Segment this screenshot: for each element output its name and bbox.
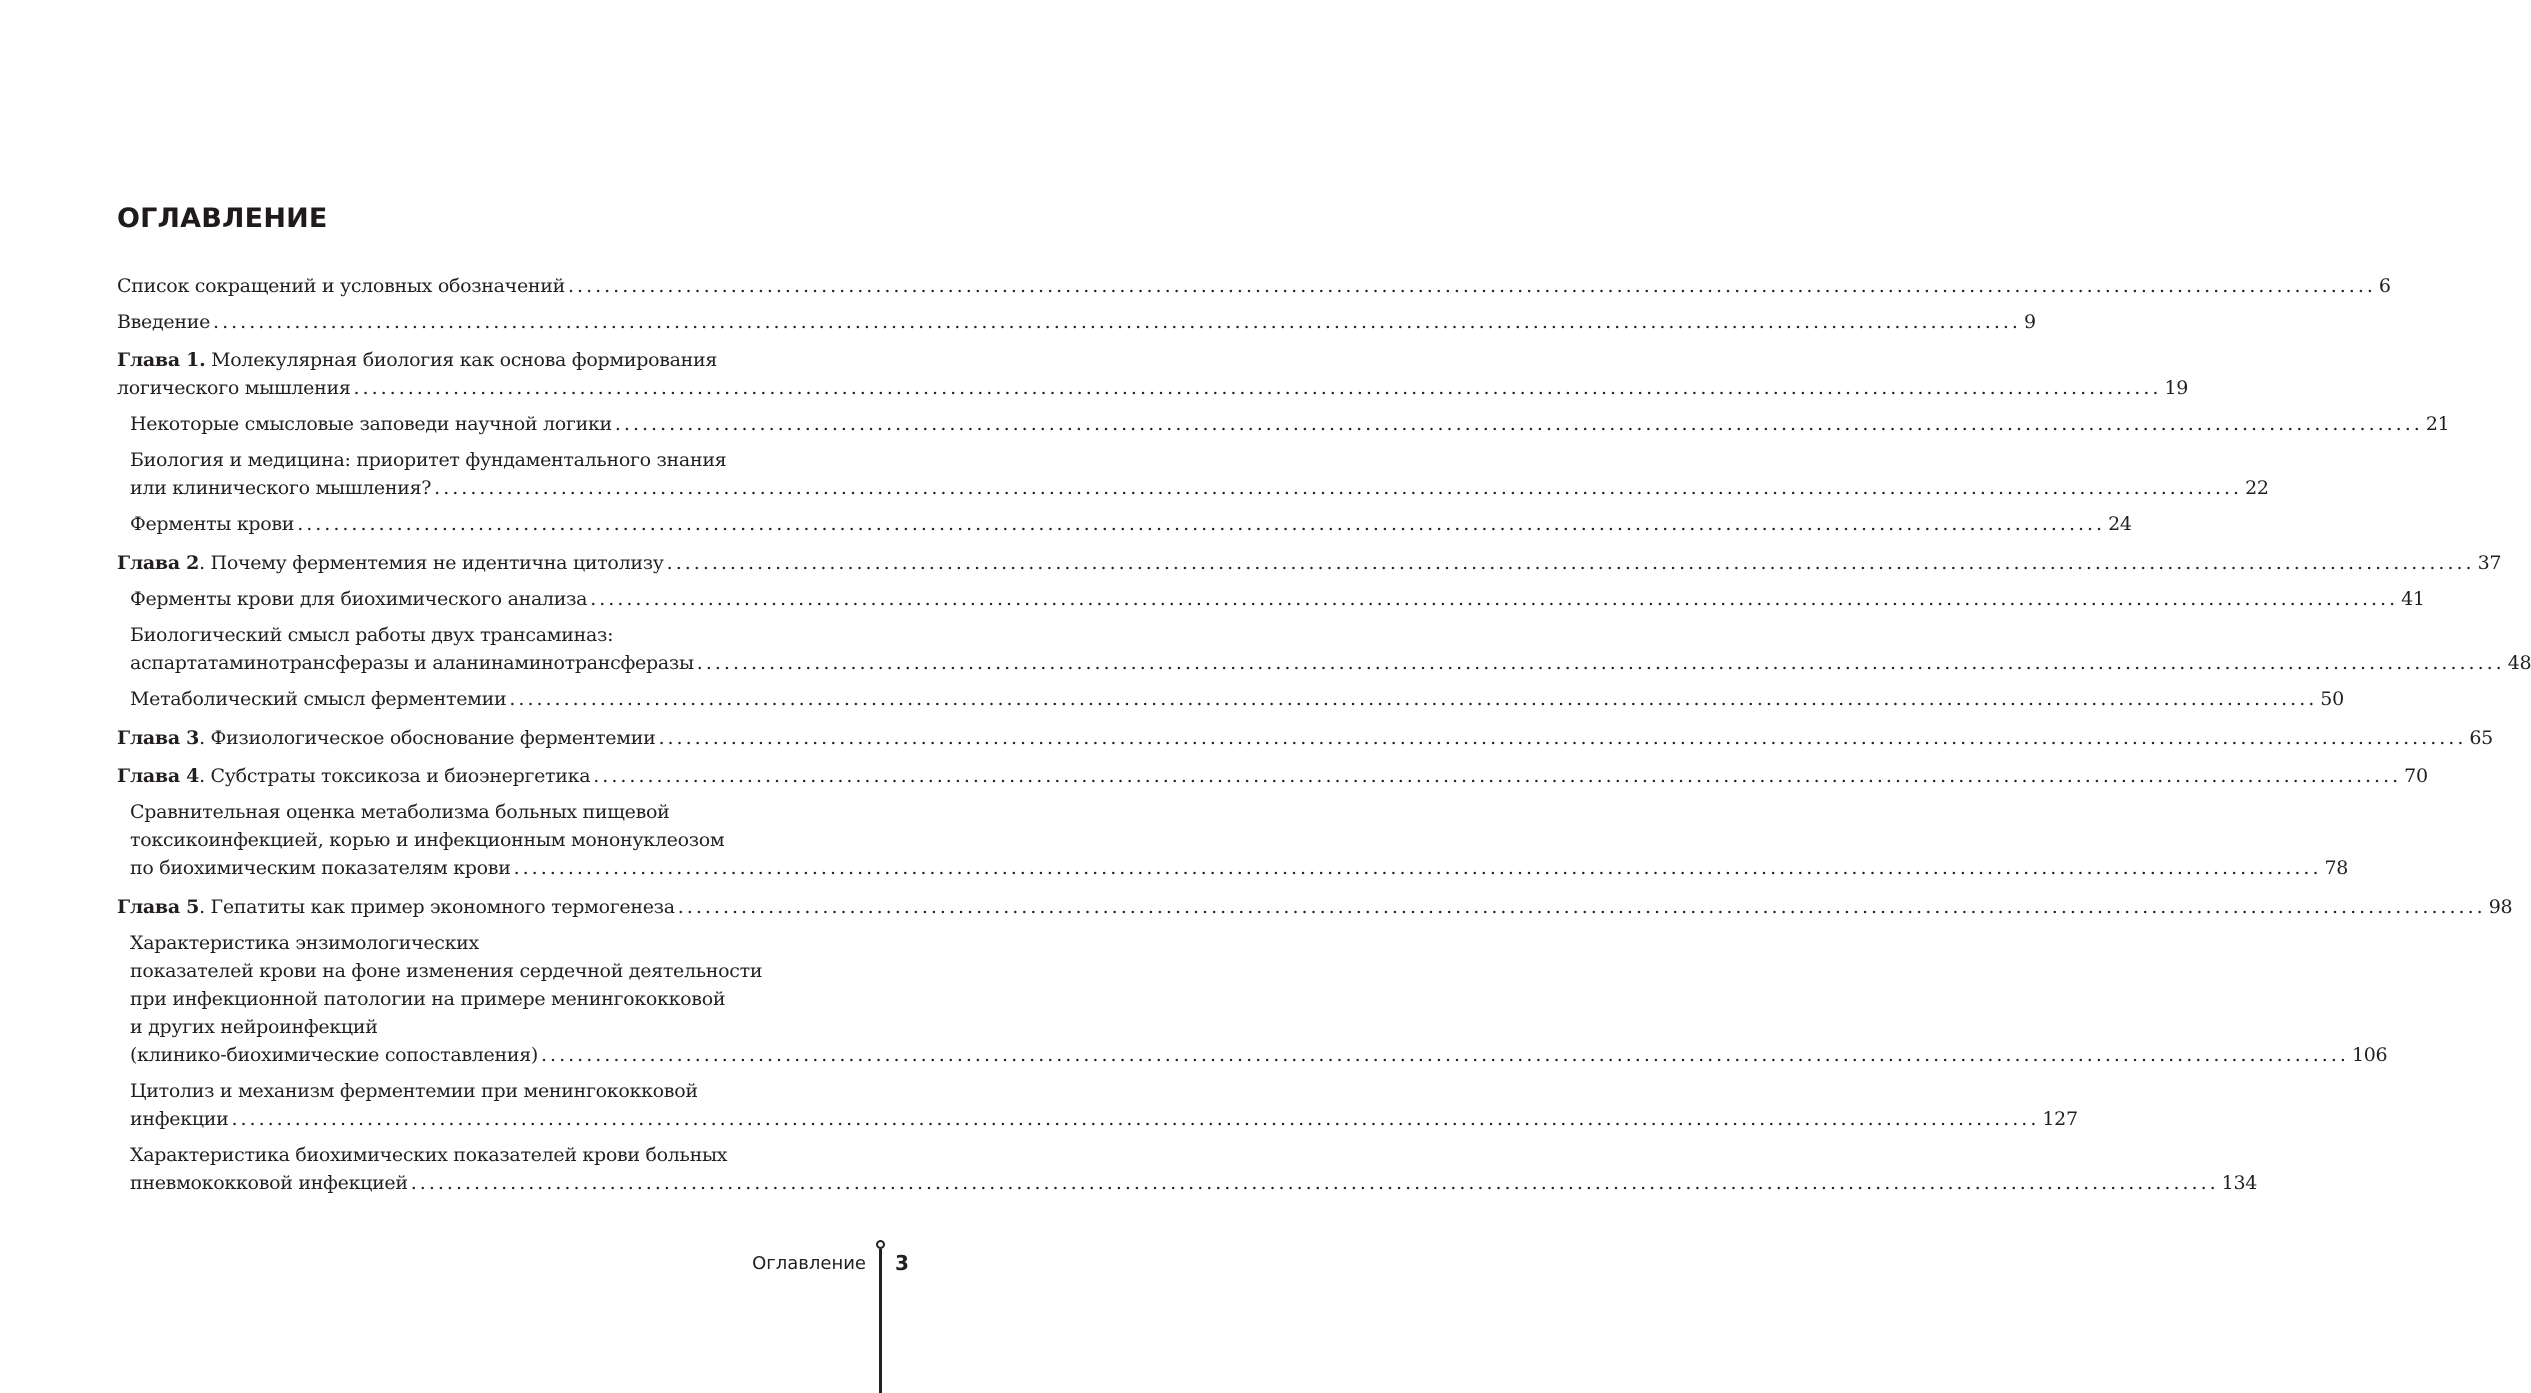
running-footer-label: Оглавление: [752, 1253, 866, 1274]
toc-entry-title: и других нейроинфекций: [130, 1016, 378, 1038]
dot-leader: ........................................................................................................................................................................................................: [410, 1172, 2219, 1194]
toc-page-number: 127: [2042, 1108, 2078, 1130]
dot-leader: ........................................................................................................................................................................................................: [213, 311, 2021, 333]
toc-entry-title: Характеристика биохимических показателей крови больных: [130, 1144, 728, 1166]
chapter-label: Глава 4: [117, 765, 200, 787]
dot-leader: ........................................................................................................................................................................................................: [541, 1044, 2349, 1066]
toc-entry-title: Глава 3. Физиологическое обоснование ферментемии: [117, 727, 656, 749]
dot-leader: ........................................................................................................................................................................................................: [614, 413, 2423, 435]
toc-page-number: 6: [2378, 275, 2391, 297]
page-number: 3: [895, 1251, 909, 1275]
toc-subentry: [130, 1141, 2258, 1197]
toc-entry-title: Введение: [117, 311, 211, 333]
toc-entry: [117, 762, 2428, 790]
toc-subentry: [130, 410, 2450, 438]
toc-entry-title: Глава 5. Гепатиты как пример экономного термогенеза: [117, 896, 675, 918]
dot-leader: ........................................................................................................................................................................................................: [696, 652, 2505, 674]
chapter-label: Глава 5: [117, 896, 200, 918]
toc-subentry: [130, 510, 2132, 538]
toc-entry-title: показателей крови на фоне изменения сердечной деятельности: [130, 960, 763, 982]
dot-leader: ........................................................................................................................................................................................................: [231, 1108, 2040, 1130]
toc-entry-title: Биология и медицина: приоритет фундаментального знания: [130, 449, 727, 471]
toc-entry-title: Глава 2. Почему ферментемия не идентична цитолизу: [117, 552, 664, 574]
toc-entry-title: по биохимическим показателям крови: [130, 857, 511, 879]
toc-subentry: [130, 685, 2344, 713]
toc-entry-title: Глава 1. Молекулярная биология как основа формирования: [117, 349, 718, 371]
dot-leader: ........................................................................................................................................................................................................: [590, 588, 2399, 610]
toc-subentry: [130, 446, 2269, 502]
toc-page-number: 65: [2469, 727, 2493, 749]
toc-entry-title: Ферменты крови: [130, 513, 295, 535]
toc-page-number: 19: [2164, 377, 2189, 399]
toc-subentry: [130, 1077, 2078, 1133]
toc-page-number: 50: [2320, 688, 2344, 710]
toc-entry-title: Характеристика энзимологических: [130, 932, 479, 954]
chapter-label: Глава 1.: [117, 349, 206, 371]
dot-leader: ........................................................................................................................................................................................................: [353, 377, 2162, 399]
toc-entry-title: (клинико-биохимические сопоставления): [130, 1044, 539, 1066]
toc-page-number: 41: [2401, 588, 2425, 610]
dot-leader: ........................................................................................................................................................................................................: [567, 275, 2376, 297]
page-title: ОГЛАВЛЕНИЕ: [117, 203, 328, 234]
toc-page-number: 21: [2425, 413, 2450, 435]
toc-entry-title: Список сокращений и условных обозначений: [117, 275, 565, 297]
toc-entry-title: Ферменты крови для биохимического анализа: [130, 588, 588, 610]
toc-entry-title: или клинического мышления?: [130, 477, 432, 499]
table-of-contents: [117, 272, 2531, 1197]
toc-subentry: [130, 929, 2388, 1069]
toc-page-number: 98: [2488, 896, 2513, 918]
dot-leader: ........................................................................................................................................................................................................: [434, 477, 2243, 499]
toc-page-number: 9: [2023, 311, 2036, 333]
toc-page-number: 106: [2351, 1044, 2388, 1066]
toc-entry-title: Глава 4. Субстраты токсикоза и биоэнергетика: [117, 765, 591, 787]
toc-entry-title: пневмококковой инфекцией: [130, 1172, 408, 1194]
toc-entry-title: Некоторые смысловые заповеди научной логики: [130, 413, 612, 435]
toc-entry-title: Метаболический смысл ферментемии: [130, 688, 507, 710]
dot-leader: ........................................................................................................................................................................................................: [297, 513, 2106, 535]
dot-leader: ........................................................................................................................................................................................................: [509, 688, 2318, 710]
toc-entry-title: Цитолиз и механизм ферментемии при менингококковой: [130, 1080, 698, 1102]
toc-page-number: 134: [2221, 1172, 2258, 1194]
toc-entry: [117, 272, 2391, 300]
toc-subentry: [130, 798, 2349, 882]
toc-entry-title: инфекции: [130, 1108, 229, 1130]
toc-page-number: 70: [2404, 765, 2428, 787]
toc-page-number: 78: [2324, 857, 2349, 879]
toc-entry-title: Биологический смысл работы двух трансаминаз:: [130, 624, 614, 646]
toc-entry-title: аспартатаминотрансферазы и аланинаминотрансферазы: [130, 652, 694, 674]
dot-leader: ........................................................................................................................................................................................................: [677, 896, 2486, 918]
toc-page-number: 48: [2507, 652, 2531, 674]
dot-leader: ........................................................................................................................................................................................................: [658, 727, 2467, 749]
toc-subentry: [130, 621, 2531, 677]
dot-leader: ........................................................................................................................................................................................................: [513, 857, 2322, 879]
chapter-label: Глава 3: [117, 727, 200, 749]
toc-page-number: 37: [2477, 552, 2502, 574]
toc-entry: [117, 893, 2513, 921]
dot-leader: ........................................................................................................................................................................................................: [666, 552, 2475, 574]
toc-entry-title: Сравнительная оценка метаболизма больных пищевой: [130, 801, 670, 823]
toc-page-number: 22: [2245, 477, 2269, 499]
toc-entry-title: токсикоинфекцией, корью и инфекционным мононуклеозом: [130, 829, 725, 851]
footer-rule-circle: [876, 1240, 885, 1249]
footer-rule-line: [879, 1249, 882, 1393]
toc-entry: [117, 308, 2036, 336]
toc-entry: [117, 549, 2502, 577]
toc-page-number: 24: [2108, 513, 2132, 535]
chapter-label: Глава 2: [117, 552, 200, 574]
toc-entry: [117, 724, 2493, 752]
toc-subentry: [130, 585, 2425, 613]
toc-entry-title: логического мышления: [117, 377, 351, 399]
toc-entry-title: при инфекционной патологии на примере менингококковой: [130, 988, 726, 1010]
toc-entry: [117, 346, 2189, 402]
dot-leader: ........................................................................................................................................................................................................: [593, 765, 2402, 787]
